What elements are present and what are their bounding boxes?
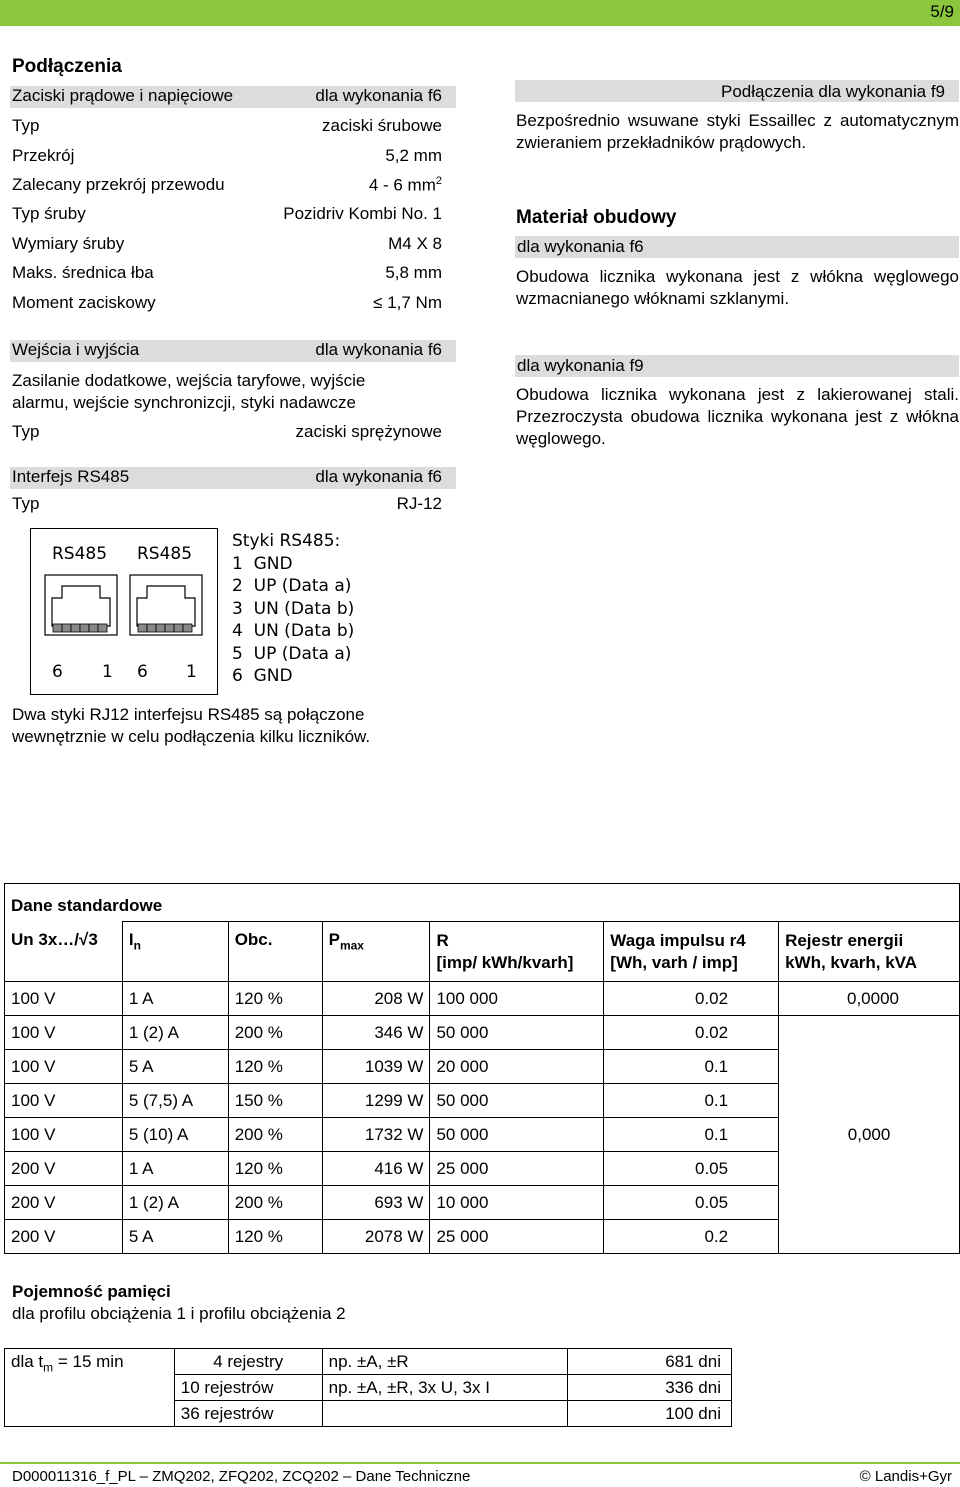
footer-line (0, 1462, 960, 1464)
memory-row: dla $t_m = 15$ min 4 rejestry np. ±A, ±R 681 dni (5, 1349, 732, 1375)
rs485-typ-label: Typ (12, 494, 40, 513)
pin-label: 6 (137, 662, 148, 682)
standard-data-table (4, 883, 960, 1254)
rejestr-first: 0,0000 (779, 982, 960, 1016)
pin-label: 1 (102, 662, 113, 682)
styki-item: 5 UP (Data a) (232, 643, 352, 664)
wejscia-typ-value: zaciski sprężynowe (295, 422, 442, 441)
top-accent-bar (0, 0, 960, 26)
wejscia-desc: Zasilanie dodatkowe, wejścia taryfowe, wyjście alarmu, wejście synchronizcji, styki nadawcze (12, 371, 366, 412)
f9-text: Bezpośrednio wsuwane styki Essaillec z automatycznym zwieraniem przekładników prądowych. (516, 111, 959, 152)
spec-row (12, 204, 442, 226)
table-row: 200 V 1 A 120 % 416 W 25 000 0.05 (5, 1152, 960, 1186)
connector-label: RS485 (52, 544, 108, 564)
spec-value: M4 X 8 (388, 234, 442, 253)
table-row: 200 V 1 (2) A 200 % 693 W 10 000 0.05 (5, 1186, 960, 1220)
rs485-note: Dwa styki RJ12 interfejsu RS485 są połączone wewnętrznie w celu podłączenia kilku liczników. (12, 705, 371, 746)
spec-label: Przekrój (12, 146, 75, 165)
table-header-row (5, 922, 960, 982)
material-title: Materiał obudowy (516, 207, 677, 228)
f6-band-text: dla wykonania f6 (517, 237, 644, 256)
styki-item: 2 UP (Data a) (232, 576, 352, 596)
spec-label: Maks. średnica łba (12, 263, 154, 282)
styki-list (232, 530, 354, 688)
spec-label: Moment zaciskowy (12, 293, 156, 312)
styki-item: 4 UN (Data b) (232, 621, 355, 641)
spec-row (12, 116, 442, 138)
spec-value: ≤ 1,7 Nm (373, 293, 442, 312)
memory-row: 10 rejestrów np. ±A, ±R, 3x U, 3x I 336 dni (5, 1375, 732, 1401)
memory-subtitle: dla profilu obciążenia 1 i profilu obciążenia 2 (12, 1304, 346, 1323)
spec-row (12, 146, 442, 168)
memory-tm-label: dla $t_m = 15$ min (5, 1349, 175, 1427)
header-r: R [imp/ kWh/kvarh] (430, 922, 604, 982)
spec-value: 4 - 6 $mm^2$ (368, 175, 442, 195)
spec-value: Pozidriv Kombi No. 1 (283, 204, 442, 223)
spec-row (12, 234, 442, 256)
spec-value: zaciski śrubowe (322, 116, 442, 135)
spec-row (12, 293, 442, 315)
table-row: 100 V 5 (7,5) A 150 % 1299 W 50 000 0.1 (5, 1084, 960, 1118)
f9-band-text: Podłączenia dla wykonania f9 (721, 82, 945, 101)
rj12-socket-icon (44, 574, 212, 636)
spec-row (12, 263, 442, 285)
spec-value: 5,2 mm (385, 146, 442, 165)
memory-row: 36 rejestrów 100 dni (5, 1401, 732, 1427)
table-row: 200 V 5 A 120 % 2078 W 25 000 0.2 (5, 1220, 960, 1254)
wejscia-typ-label: Typ (12, 422, 40, 441)
spec-label: Wymiary śruby (12, 234, 125, 253)
pin-label: 1 (186, 662, 197, 682)
styki-item: 6 GND (232, 666, 293, 686)
header-waga: Waga impulsu r4 [Wh, varh / imp] (604, 922, 779, 982)
rs485-band-right: dla wykonania f6 (315, 467, 442, 486)
memory-title: Pojemność pamięci (12, 1282, 171, 1301)
styki-item: 1 GND (232, 553, 293, 574)
spec-label: Typ śruby (12, 204, 86, 223)
table-row: 100 V 1 (2) A 200 % 346 W 50 000 0.02 0,000 (5, 1016, 960, 1050)
footer-right: © Landis+Gyr (859, 1468, 952, 1485)
styki-item: 3 UN (Data b) (232, 598, 355, 619)
table-row: 100 V 5 A 120 % 1039 W 20 000 0.1 (5, 1050, 960, 1084)
spec-row (12, 175, 442, 197)
header-un: Un 3x…/√3 (5, 922, 123, 982)
rs485-band-left: Interfejs RS485 (12, 467, 130, 486)
header-rejestr: Rejestr energii kWh, kvarh, kVA (779, 922, 960, 982)
pin-label: 6 (52, 662, 63, 682)
page-number: 5/9 (930, 2, 954, 21)
header-in: $I_n$ (122, 922, 228, 982)
zaciski-band-left: Zaciski prądowe i napięciowe (12, 86, 234, 105)
section-title: Podłączenia (12, 56, 122, 77)
f9b-text: Obudowa licznika wykonana jest z lakierowanej stali. Przezroczysta obudowa licznika wykonana jest z włókna węglowego. (516, 385, 959, 448)
footer-left: D000011316_f_PL – ZMQ202, ZFQ202, ZCQ202 – Dane Techniczne (12, 1468, 471, 1485)
spec-value: 5,8 mm (385, 263, 442, 282)
f9b-band-text: dla wykonania f9 (517, 356, 644, 375)
connector-label: RS485 (137, 544, 193, 564)
rs485-typ-value: RJ-12 (396, 494, 442, 513)
header-pmax: $P_{max}$ (322, 922, 430, 982)
memory-table (4, 1348, 732, 1427)
zaciski-band-right: dla wykonania f6 (315, 86, 442, 105)
header-obc: Obc. (228, 922, 322, 982)
wejscia-band-left: Wejścia i wyjścia (12, 340, 140, 359)
table-title: Dane standardowe (5, 884, 960, 922)
table-row: 100 V 5 (10) A 200 % 1732 W 50 000 0.1 (5, 1118, 960, 1152)
table-row: 100 V 1 A 120 % 208 W 100 000 0.02 0,0000 (5, 982, 960, 1016)
f6-text: Obudowa licznika wykonana jest z włókna węglowego wzmacnianego włóknami szklanymi. (516, 267, 959, 308)
spec-label: Typ (12, 116, 40, 135)
rejestr-rest: 0,000 (779, 1016, 960, 1254)
wejscia-band-right: dla wykonania f6 (315, 340, 442, 359)
spec-label: Zalecany przekrój przewodu (12, 175, 225, 194)
styki-title: Styki RS485: (232, 531, 341, 551)
